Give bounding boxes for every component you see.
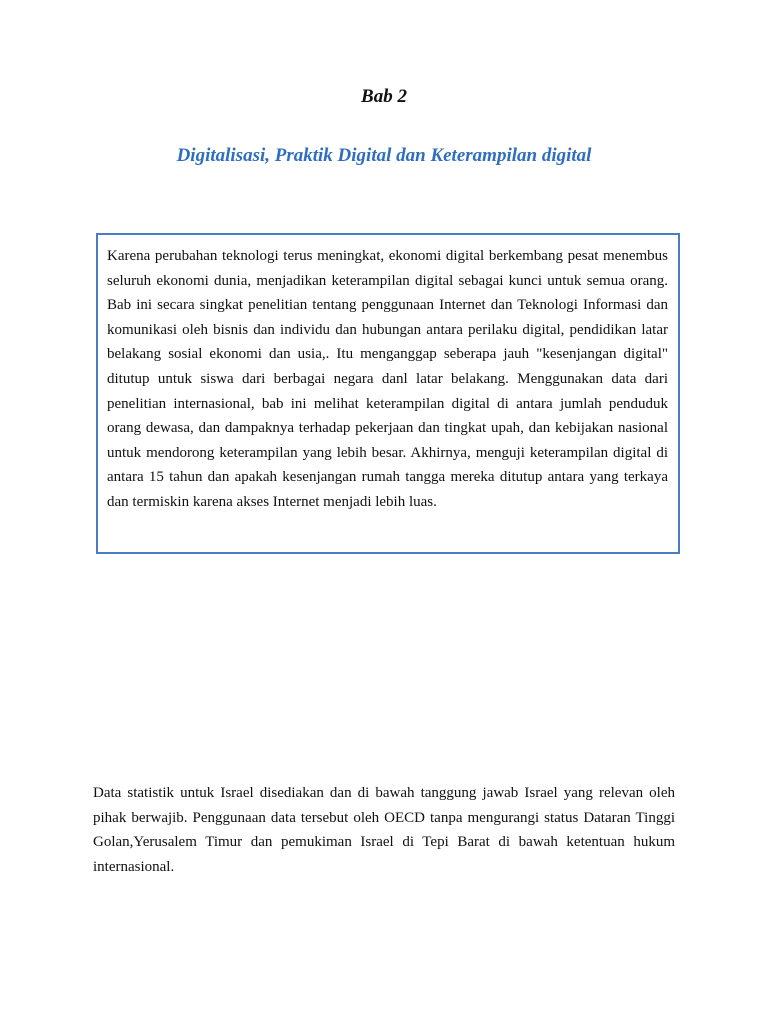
footnote-text: Data statistik untuk Israel disediakan dan di bawah tanggung jawab Israel yang relevan oleh pihak berwajib. Penggunaan data tersebut oleh OECD tanpa mengurangi status Dataran Tinggi Golan,Yerusalem Timur dan pemukiman Israel di Tepi Barat di bawah ketentuan hukum internasional.: [93, 785, 675, 875]
abstract-text: Karena perubahan teknologi terus meningkat, ekonomi digital berkembang pesat menembus seluruh ekonomi dunia, menjadikan keterampilan digital sebagai kunci untuk semua orang. Bab ini secara singkat penelitian tentang penggunaan Internet dan Teknologi Informasi dan komunikasi oleh bisnis dan individu dan hubungan antara perilaku digital, pendidikan latar belakang sosial ekonomi dan usia,. Itu menganggap seberapa jauh "kesenjangan digital" ditutup untuk siswa dari berbagai negara danl latar belakang. Menggunakan data dari penelitian internasional, bab ini melihat keterampilan digital di antara jumlah penduduk orang dewasa, dan dampaknya terhadap pekerjaan dan tingkat upah, dan kebijakan nasional untuk mendorong keterampilan yang lebih besar. Akhirnya, menguji keterampilan digital di antara 15 tahun dan apakah kesenjangan rumah tangga mereka ditutup antara yang terkaya dan termiskin karena akses Internet menjadi lebih luas.: [107, 248, 668, 510]
chapter-title: Digitalisasi, Praktik Digital dan Keterampilan digital: [176, 145, 592, 166]
chapter-label: Bab 2: [361, 86, 407, 107]
abstract-box: [96, 233, 680, 554]
